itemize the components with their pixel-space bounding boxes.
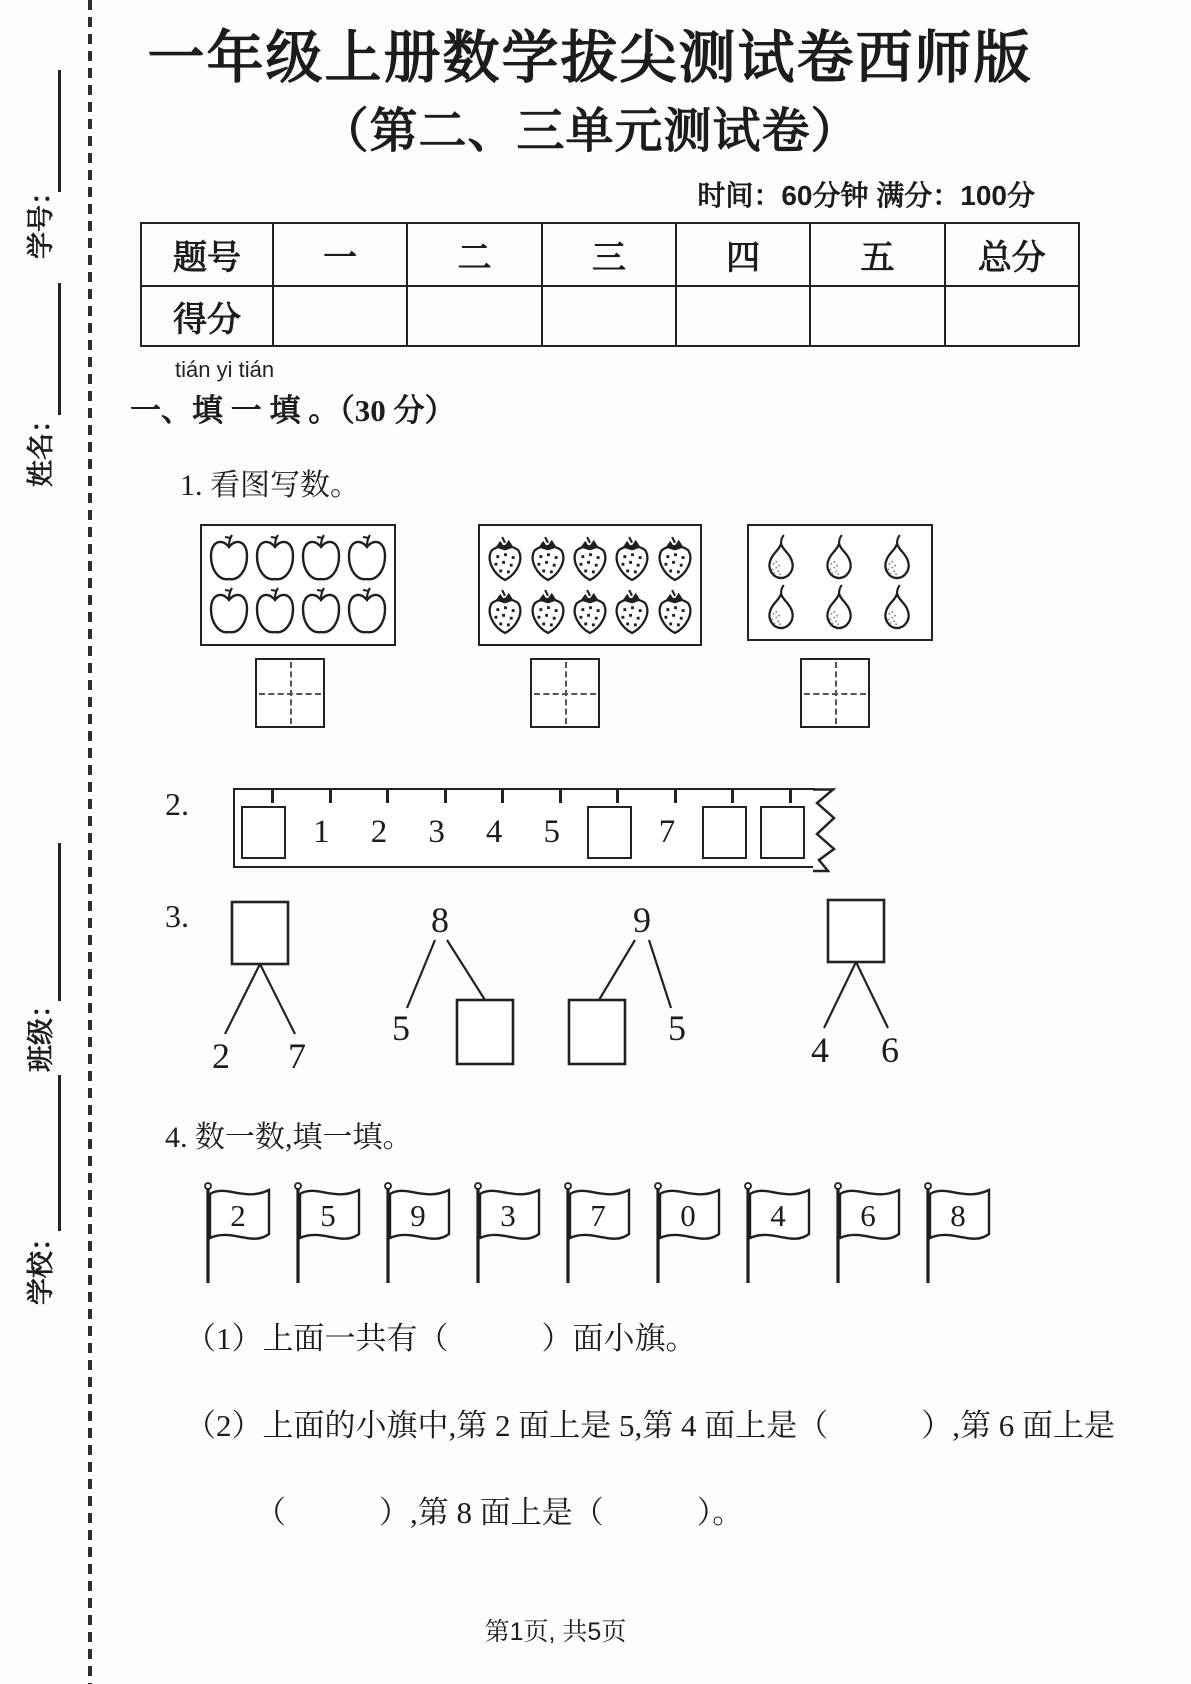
strawberry-answer-box <box>530 658 600 728</box>
question-1-label: 1. 看图写数。 <box>180 469 360 503</box>
strip-answer-box <box>581 803 639 861</box>
ruler-tick <box>329 790 332 803</box>
strip-number: 7 <box>658 813 676 850</box>
class-blank-line <box>58 843 61 1001</box>
pear-icon <box>877 583 919 633</box>
strip-answer-box <box>753 803 811 861</box>
question-1-pictures <box>200 524 1185 646</box>
question-3-label: 3. <box>165 898 189 935</box>
section-one-heading: 一、填 一 填 。（30 分） <box>130 393 456 429</box>
question-4-sub2-line2: （ ）,第 8 面上是（ ）。 <box>255 1495 744 1531</box>
number-bond-2 <box>385 898 525 1078</box>
score-cell <box>407 286 541 346</box>
svg-text:5: 5 <box>668 1008 686 1049</box>
apple-icon <box>207 587 251 637</box>
ruler-tick <box>616 790 619 803</box>
score-cell <box>273 286 407 346</box>
ruler-tick <box>674 790 677 803</box>
score-cell <box>676 286 810 346</box>
svg-text:0: 0 <box>680 1198 696 1234</box>
flag-icon <box>196 1180 284 1285</box>
strip-number: 5 <box>543 813 561 850</box>
ruler-tick <box>271 790 274 803</box>
ruler-tick <box>559 790 562 803</box>
name-label: 姓名： <box>25 405 56 487</box>
ruler-tick <box>386 790 389 803</box>
question-4-sub1: （1）上面一共有（ ）面小旗。 <box>185 1321 697 1357</box>
svg-text:4: 4 <box>770 1198 786 1234</box>
number-bond-4 <box>800 898 930 1078</box>
question-4-flags <box>196 1180 1185 1285</box>
score-table-header-cell: 总分 <box>945 223 1079 286</box>
flag-icon <box>916 1180 1004 1285</box>
score-cell <box>945 286 1079 346</box>
number-bond-1 <box>195 898 325 1078</box>
flag-icon <box>736 1180 824 1285</box>
bond-answer-box <box>828 900 884 962</box>
svg-text:6: 6 <box>860 1198 876 1234</box>
pear-icon <box>877 533 919 583</box>
strawberry-icon <box>654 587 696 637</box>
class-label: 班级： <box>25 990 56 1072</box>
score-table-header-cell: 二 <box>407 223 541 286</box>
question-3 <box>130 898 1185 1078</box>
flag-icon <box>466 1180 554 1285</box>
apple-icon <box>253 534 297 584</box>
page-number-footer: 第1页, 共5页 <box>484 1618 627 1646</box>
strawberry-icon <box>569 587 611 637</box>
svg-text:7: 7 <box>288 1036 306 1077</box>
ruler-tick <box>731 790 734 803</box>
flag-icon <box>826 1180 914 1285</box>
question-4-label: 4. 数一数,填一填。 <box>165 1121 413 1155</box>
svg-text:7: 7 <box>590 1198 606 1234</box>
svg-text:8: 8 <box>950 1198 966 1234</box>
apple-box <box>200 524 396 646</box>
score-row-label: 得分 <box>141 286 273 346</box>
svg-text:2: 2 <box>212 1036 230 1077</box>
ruler-tick <box>789 790 792 803</box>
pinyin-annotation: tián yi tián <box>175 357 275 383</box>
apple-icon <box>299 587 343 637</box>
svg-text:5: 5 <box>320 1198 336 1234</box>
apple-icon <box>207 534 251 584</box>
strip-number: 1 <box>313 813 330 850</box>
strawberry-box <box>478 524 702 646</box>
pear-icon <box>819 583 861 633</box>
pear-box <box>747 524 933 641</box>
strip-answer-box <box>696 803 754 861</box>
strip-number: 2 <box>370 813 388 850</box>
svg-text:9: 9 <box>410 1198 426 1234</box>
flag-icon <box>646 1180 734 1285</box>
score-table-header-cell: 三 <box>542 223 676 286</box>
score-cell <box>810 286 944 346</box>
apple-icon <box>299 534 343 584</box>
school-label: 学校： <box>25 1223 56 1305</box>
flag-icon <box>376 1180 464 1285</box>
question-2 <box>130 786 1185 868</box>
strawberry-icon <box>484 587 526 637</box>
bond-answer-box <box>569 1000 625 1064</box>
paper-subtitle: （第二、三单元测试卷） <box>320 104 860 158</box>
score-cell <box>542 286 676 346</box>
flag-icon <box>286 1180 374 1285</box>
strawberry-icon <box>527 587 569 637</box>
number-strip-slots <box>235 803 815 861</box>
strawberry-icon <box>484 534 526 584</box>
time-score-info: 时间：60分钟 满分：100分 <box>697 180 1035 212</box>
ruler-tick <box>444 790 447 803</box>
question-1-answer-boxes <box>130 658 1185 742</box>
svg-text:6: 6 <box>881 1030 899 1071</box>
strawberry-icon <box>527 534 569 584</box>
score-table-header-cell: 四 <box>676 223 810 286</box>
paper-title: 一年级上册数学拔尖测试卷西师版 <box>147 26 1033 90</box>
strip-answer-box <box>235 803 293 861</box>
bond-answer-box <box>457 1000 513 1064</box>
apple-icon <box>345 534 389 584</box>
paper-header <box>130 26 1050 158</box>
question-2-label: 2. <box>165 786 189 823</box>
paper-content <box>130 0 1185 1532</box>
strawberry-icon <box>611 534 653 584</box>
torn-edge-zigzag <box>813 788 839 874</box>
score-table-header-cell: 五 <box>810 223 944 286</box>
number-bond-3 <box>555 898 695 1078</box>
pear-icon <box>761 583 803 633</box>
svg-text:2: 2 <box>230 1198 246 1234</box>
school-blank-line <box>58 1075 61 1231</box>
pear-icon <box>819 533 861 583</box>
pear-icon <box>761 533 803 583</box>
strip-number: 3 <box>428 813 445 850</box>
svg-text:3: 3 <box>500 1198 516 1234</box>
number-strip <box>233 788 815 868</box>
score-table-header-row <box>141 223 1079 286</box>
question-4-sub2-line1: （2）上面的小旗中,第 2 面上是 5,第 4 面上是（ ）,第 6 面上是 <box>185 1408 1115 1444</box>
apple-answer-box <box>255 658 325 728</box>
apple-icon <box>253 587 297 637</box>
student-id-label: 学号： <box>25 177 56 259</box>
strawberry-icon <box>654 534 696 584</box>
svg-text:4: 4 <box>811 1030 829 1071</box>
svg-text:8: 8 <box>431 900 449 941</box>
strawberry-icon <box>569 534 611 584</box>
flag-icon <box>556 1180 644 1285</box>
bond-answer-box <box>232 902 288 964</box>
score-table-score-row <box>141 286 1079 346</box>
apple-icon <box>345 587 389 637</box>
svg-text:9: 9 <box>633 900 651 941</box>
score-table-header-cell: 题号 <box>141 223 273 286</box>
svg-text:5: 5 <box>392 1008 410 1049</box>
seal-dashed-line <box>88 0 92 1684</box>
strawberry-icon <box>611 587 653 637</box>
score-table-header-cell: 一 <box>273 223 407 286</box>
ruler-tick <box>501 790 504 803</box>
name-blank-line <box>58 283 61 415</box>
pear-answer-box <box>800 658 870 728</box>
strip-number: 4 <box>485 813 503 850</box>
score-table <box>140 222 1080 347</box>
